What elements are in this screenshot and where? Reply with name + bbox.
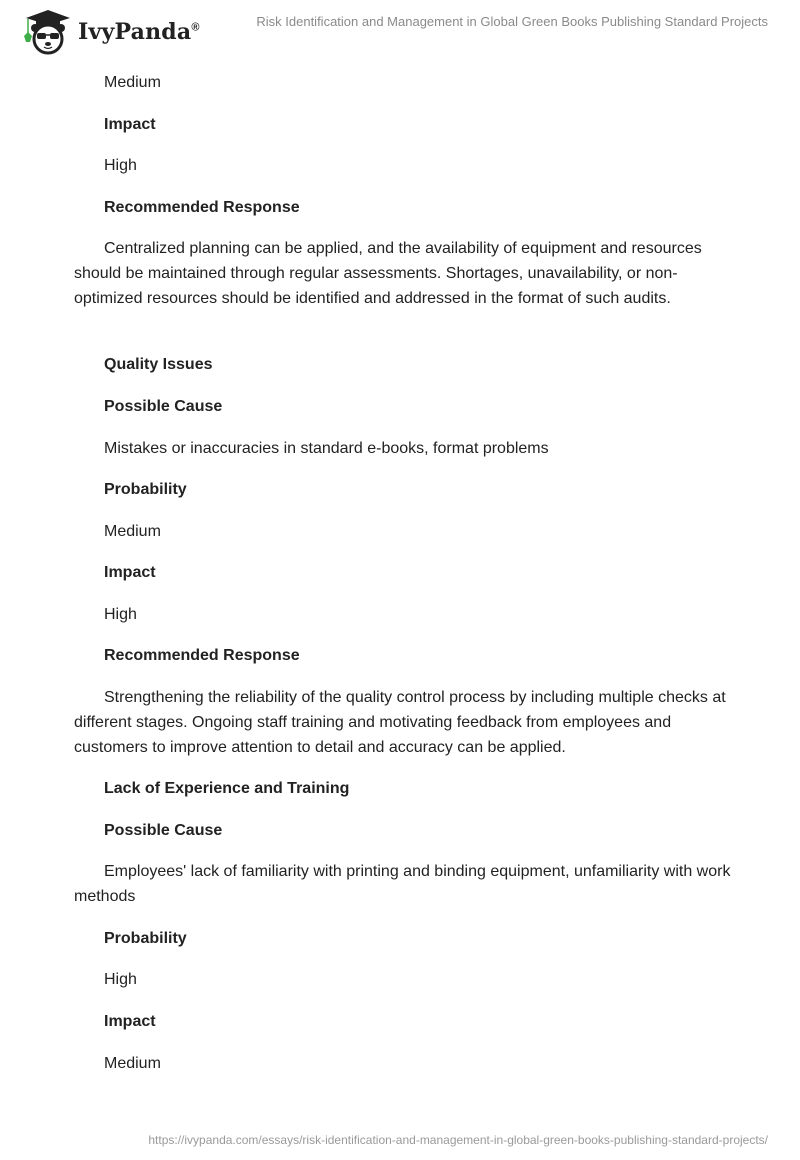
field-value: Medium xyxy=(104,1055,161,1072)
paragraph: Employees' lack of familiarity with printing and binding equipment, unfamiliarity with work methods xyxy=(74,863,731,905)
paragraph: Centralized planning can be applied, and the availability of equipment and resources should be maintained through regular assessments. Shortages, unavailability, or non-optimized resources should be identified and addressed in the format of such audits. xyxy=(74,240,702,307)
field-value: High xyxy=(104,971,137,988)
section-label: Possible Cause xyxy=(104,822,223,839)
section-label: Recommended Response xyxy=(104,199,300,216)
field-value: Medium xyxy=(104,74,161,91)
brand-name: IvyPanda® xyxy=(78,19,200,45)
section-label: Impact xyxy=(104,564,156,581)
section-label: Impact xyxy=(104,1013,156,1030)
field-value: High xyxy=(104,157,137,174)
footer-source-url[interactable]: https://ivypanda.com/essays/risk-identification-and-management-in-global-green-books-publishing-standard-projects/ xyxy=(148,1133,768,1147)
section-label: Probability xyxy=(104,481,187,498)
panda-graduate-icon xyxy=(18,8,74,56)
paragraph: Strengthening the reliability of the quality control process by including multiple checks at different stages. Ongoing staff training and motivating feedback from employees and customers to improve attention to detail and accuracy can be applied. xyxy=(74,689,726,756)
section-label: Recommended Response xyxy=(104,647,300,664)
section-label: Possible Cause xyxy=(104,398,223,415)
field-value: High xyxy=(104,606,137,623)
brand-logo[interactable] xyxy=(18,8,200,56)
field-value: Medium xyxy=(104,523,161,540)
document-title: Risk Identification and Management in Global Green Books Publishing Standard Projects xyxy=(256,14,768,29)
section-label: Impact xyxy=(104,116,156,133)
field-value: Mistakes or inaccuracies in standard e-books, format problems xyxy=(104,440,549,457)
section-label: Probability xyxy=(104,930,187,947)
registered-mark: ® xyxy=(191,21,200,34)
section-label: Lack of Experience and Training xyxy=(104,780,350,797)
section-label: Quality Issues xyxy=(104,356,213,373)
page-header xyxy=(0,0,800,64)
